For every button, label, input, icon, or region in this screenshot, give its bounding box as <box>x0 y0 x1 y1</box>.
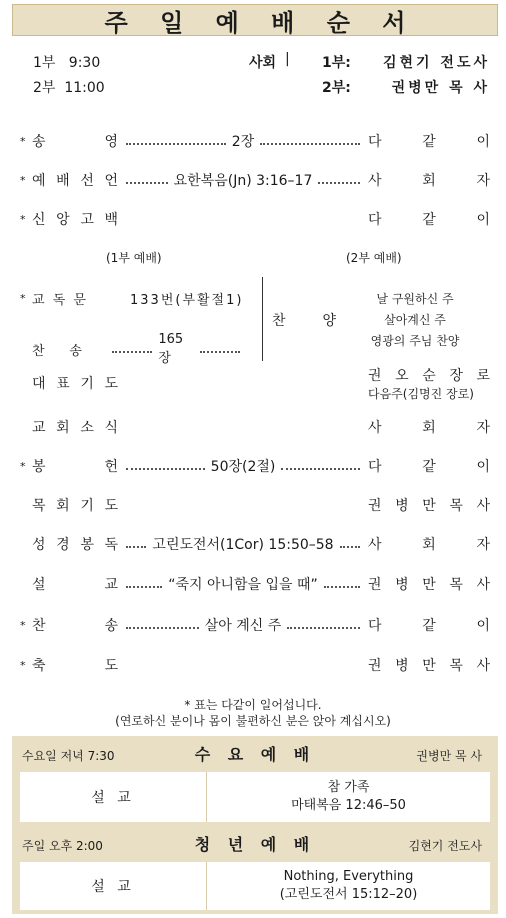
praise-label: 찬 양 <box>272 313 336 329</box>
order-item-detail: 요한복음(Jn) 3:16–17 <box>173 173 313 189</box>
responsive-reading-value: 133번(부활절1) <box>130 293 244 308</box>
responsive-reading-label: 교 독 문 <box>32 293 88 308</box>
praise-song-2: 살아계신 주 <box>384 313 446 327</box>
order-item-leader: 권 병 만 목 사 <box>368 577 490 593</box>
caption-first-service: (1부 예배) <box>106 251 162 265</box>
wednesday-time: 수요일 저녁 7:30 <box>22 749 115 763</box>
order-item <box>20 573 490 595</box>
order-item-label: 예 배 선 언 <box>32 173 118 189</box>
wednesday-title: 수 요 예 배 <box>194 745 316 764</box>
order-item-leader: 사 회 자 <box>368 173 490 189</box>
split-divider <box>262 277 263 361</box>
standing-marker: * <box>20 658 26 672</box>
order-item-leader: 사 회 자 <box>368 537 490 553</box>
order-item-label: 성 경 봉 독 <box>32 537 118 553</box>
order-item-leader: 권 병 만 목 사 <box>368 498 490 514</box>
order-item <box>20 208 490 230</box>
standing-note: * 표는 다같이 일어섭니다. <box>184 698 322 712</box>
order-item-label: 대 표 기 도 <box>32 376 118 392</box>
bulletin-title: 주 일 예 배 순 서 <box>104 8 418 37</box>
bulletin-title-bar <box>12 4 498 36</box>
order-item-label: 교 회 소 식 <box>32 420 118 436</box>
host-label: 사회 <box>249 55 277 71</box>
praise-song-3: 영광의 주님 찬양 <box>370 334 460 348</box>
standing-marker: * <box>20 618 26 632</box>
responsive-reading-row: * 교 독 문 133번(부활절1) <box>20 289 243 308</box>
order-item-label: 봉 헌 <box>32 459 118 475</box>
youth-sermon-title: Nothing, Everything <box>283 869 414 884</box>
hymn-label: 찬 송 <box>32 343 82 359</box>
order-item <box>20 416 490 438</box>
next-week-leader: 다음주(김명진 장로) <box>368 386 474 401</box>
order-item-label: 목 회 기 도 <box>32 498 118 514</box>
order-item <box>20 169 490 191</box>
order-item <box>20 494 490 516</box>
youth-time: 주일 오후 2:00 <box>22 839 103 853</box>
wednesday-sermon-label: 설 교 <box>20 772 207 822</box>
order-item-leader: 사 회 자 <box>368 420 490 436</box>
wednesday-service-card <box>12 736 498 826</box>
order-item-leader: 다 같 이 <box>368 134 490 150</box>
order-item-leader: 권 오 순 장 로 다음주(김명진 장로) <box>368 367 490 401</box>
host-first: 1부: 김현기 전도사 <box>322 55 490 71</box>
order-item <box>20 533 490 555</box>
standing-marker: * <box>20 134 26 148</box>
seated-note: (연로하신 분이나 몸이 불편하신 분은 앉아 계십시오) <box>115 714 391 728</box>
wednesday-sermon-ref: 마태복음 12:46–50 <box>291 798 406 813</box>
first-service-hymn-row <box>32 332 242 366</box>
wednesday-sermon-title: 참 가족 <box>327 780 370 795</box>
order-item <box>20 614 490 636</box>
youth-sermon-label: 설 교 <box>20 862 207 910</box>
host-divider: | <box>285 51 290 67</box>
order-item-leader: 다 같 이 <box>368 618 490 634</box>
order-item <box>20 130 490 152</box>
standing-marker: * <box>20 173 26 187</box>
host-second: 2부: 권병만 목 사 <box>322 80 490 96</box>
order-item <box>20 455 490 477</box>
order-item <box>20 654 490 676</box>
order-item-label: 송 영 <box>32 134 118 150</box>
service-time-2: 2부 11:00 <box>33 80 105 96</box>
youth-title: 청 년 예 배 <box>194 835 316 854</box>
standing-marker: * <box>20 212 26 226</box>
praise-song-1: 날 구원하신 주 <box>376 292 454 306</box>
order-item-label: 찬 송 <box>32 618 118 634</box>
youth-service-card <box>12 826 498 914</box>
order-item-leader: 다 같 이 <box>368 212 490 228</box>
order-item <box>20 366 490 400</box>
hymn-number: 165장 <box>158 332 184 366</box>
order-item-label: 신 앙 고 백 <box>32 212 118 228</box>
order-item-label: 축 도 <box>32 658 118 674</box>
order-item-detail: 50장(2절) <box>210 459 276 475</box>
order-item-label: 설 교 <box>32 577 118 593</box>
order-item-detail: 고린도전서(1Cor) 15:50–58 <box>152 537 334 553</box>
order-item-detail: 2장 <box>231 134 255 150</box>
standing-marker: * <box>20 459 26 473</box>
youth-leader: 김현기 전도사 <box>408 839 482 853</box>
order-item-leader: 다 같 이 <box>368 459 490 475</box>
wednesday-leader: 권병만 목 사 <box>416 749 482 763</box>
order-item-detail: “죽지 아니함을 입을 때” <box>168 577 318 593</box>
caption-second-service: (2부 예배) <box>346 251 402 265</box>
service-time-1: 1부 9:30 <box>33 55 101 71</box>
order-item-detail: 살아 계신 주 <box>204 618 282 634</box>
youth-sermon-ref: (고린도전서 15:12–20) <box>279 887 418 902</box>
order-item-leader: 권 병 만 목 사 <box>368 658 490 674</box>
